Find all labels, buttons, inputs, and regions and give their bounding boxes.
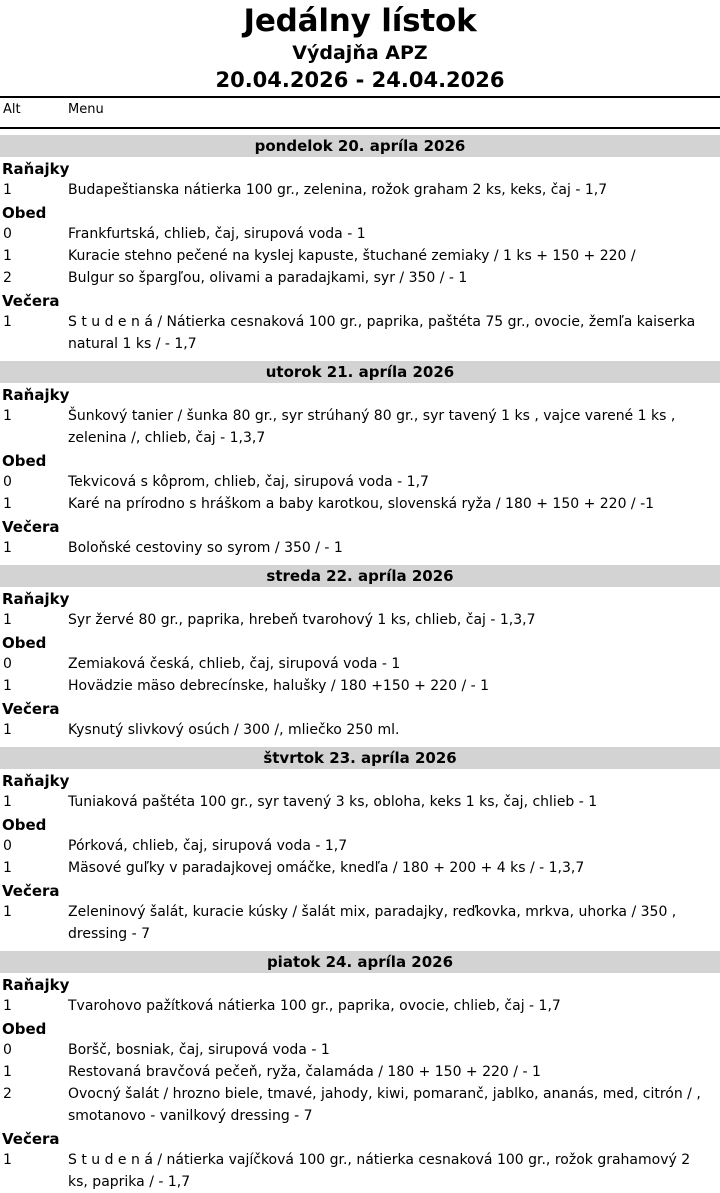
menu-item-text: Kysnutý slivkový osúch / 300 /, mliečko 250 ml. <box>68 722 400 738</box>
page-subtitle: Výdajňa APZ <box>292 42 428 64</box>
menu-item-text: Syr žervé 80 gr., paprika, hrebeň tvarohový 1 ks, chlieb, čaj - 1,3,7 <box>68 612 536 628</box>
day-heading: piatok 24. apríla 2026 <box>0 951 720 973</box>
menu-item-row <box>0 609 720 631</box>
menu-item-text: Budapeštianska nátierka 100 gr., zelenina, rožok graham 2 ks, keks, čaj - 1,7 <box>68 182 608 198</box>
meal-name: Raňajky <box>2 772 70 790</box>
menu-item-row <box>0 995 720 1017</box>
menu-item-row <box>0 179 720 201</box>
menu-item-row <box>0 405 720 449</box>
menu-item-row <box>0 311 720 355</box>
menu-item-alt: 1 <box>3 612 12 628</box>
menu-item-row <box>0 1061 720 1083</box>
menu-item-alt: 1 <box>3 794 12 810</box>
menu-item-row <box>0 653 720 675</box>
menu-item-text: Pórková, chlieb, čaj, sirupová voda - 1,7 <box>68 838 348 854</box>
menu-item-alt: 0 <box>3 474 12 490</box>
menu-item-alt: 1 <box>3 1064 12 1080</box>
meal-name: Obed <box>2 204 47 222</box>
menu-item-row <box>0 857 720 879</box>
meal-name: Večera <box>2 518 60 536</box>
menu-item-row <box>0 1149 720 1193</box>
date-range: 20.04.2026 - 24.04.2026 <box>215 68 505 92</box>
day-heading: utorok 21. apríla 2026 <box>0 361 720 383</box>
day-heading: štvrtok 23. apríla 2026 <box>0 747 720 769</box>
menu-item-text: Šunkový tanier / šunka 80 gr., syr strúhaný 80 gr., syr tavený 1 ks , vajce varené 1 ks , zelenina /, chlieb, čaj - 1,3,7 <box>68 408 676 446</box>
meal-name: Večera <box>2 1130 60 1148</box>
meal-name: Obed <box>2 452 47 470</box>
menu-item-alt: 1 <box>3 860 12 876</box>
meal-name: Raňajky <box>2 590 70 608</box>
day-heading: streda 22. apríla 2026 <box>0 565 720 587</box>
menu-item-alt: 1 <box>3 182 12 198</box>
meal-name: Raňajky <box>2 976 70 994</box>
menu-item-text: S t u d e n á / nátierka vajíčková 100 gr., nátierka cesnaková 100 gr., rožok grahamový 2 ks, paprika / - 1,7 <box>68 1152 691 1190</box>
menu-item-row <box>0 471 720 493</box>
menu-item-text: Zeleninový šalát, kuracie kúsky / šalát mix, paradajky, reďkovka, mrkva, uhorka / 350 , dressing - 7 <box>68 904 677 942</box>
menu-item-alt: 0 <box>3 838 12 854</box>
menu-item-text: Ovocný šalát / hrozno biele, tmavé, jahody, kiwi, pomaranč, jablko, ananás, med, citrón / , smotanovo - vanilkový dressing - 7 <box>68 1086 701 1124</box>
menu-days <box>0 135 720 1193</box>
menu-item-row <box>0 719 720 741</box>
menu-item-row <box>0 675 720 697</box>
day-heading: pondelok 20. apríla 2026 <box>0 135 720 157</box>
page-title: Jedálny lístok <box>243 3 477 39</box>
menu-header <box>0 0 720 94</box>
menu-item-alt: 0 <box>3 1042 12 1058</box>
menu-item-text: Tuniaková paštéta 100 gr., syr tavený 3 ks, obloha, keks 1 ks, čaj, chlieb - 1 <box>68 794 598 810</box>
menu-item-alt: 2 <box>3 270 12 286</box>
menu-item-row <box>0 835 720 857</box>
menu-item-text: Hovädzie mäso debrecínske, halušky / 180 +150 + 220 / - 1 <box>68 678 490 694</box>
menu-item-row <box>0 245 720 267</box>
menu-item-text: Boršč, bosniak, čaj, sirupová voda - 1 <box>68 1042 330 1058</box>
menu-item-row <box>0 223 720 245</box>
day-section <box>0 135 720 355</box>
menu-item-text: Tvarohovo pažítková nátierka 100 gr., paprika, ovocie, chlieb, čaj - 1,7 <box>68 998 561 1014</box>
day-section <box>0 565 720 741</box>
menu-item-row <box>0 901 720 945</box>
meal-name: Obed <box>2 816 47 834</box>
meal-name: Večera <box>2 882 60 900</box>
menu-item-text: Boloňské cestoviny so syrom / 350 / - 1 <box>68 540 343 556</box>
menu-item-text: Frankfurtská, chlieb, čaj, sirupová voda - 1 <box>68 226 366 242</box>
menu-item-text: Karé na prírodno s hráškom a baby karotkou, slovenská ryža / 180 + 150 + 220 / -1 <box>68 496 655 512</box>
menu-item-alt: 1 <box>3 904 12 920</box>
meal-name: Večera <box>2 700 60 718</box>
menu-item-alt: 1 <box>3 408 12 424</box>
menu-item-text: Restovaná bravčová pečeň, ryža, čalamáda / 180 + 150 + 220 / - 1 <box>68 1064 541 1080</box>
menu-item-text: Tekvicová s kôprom, chlieb, čaj, sirupová voda - 1,7 <box>68 474 429 490</box>
menu-item-alt: 1 <box>3 496 12 512</box>
menu-item-alt: 1 <box>3 248 12 264</box>
menu-item-text: Zemiaková česká, chlieb, čaj, sirupová voda - 1 <box>68 656 401 672</box>
meal-name: Obed <box>2 634 47 652</box>
menu-item-row <box>0 1083 720 1127</box>
menu-item-alt: 1 <box>3 540 12 556</box>
menu-item-row <box>0 537 720 559</box>
menu-item-alt: 0 <box>3 656 12 672</box>
meal-name: Raňajky <box>2 386 70 404</box>
column-header <box>0 96 720 129</box>
menu-item-row <box>0 1039 720 1061</box>
menu-item-row <box>0 493 720 515</box>
menu-item-alt: 2 <box>3 1086 12 1102</box>
menu-item-text: Kuracie stehno pečené na kyslej kapuste, štuchané zemiaky / 1 ks + 150 + 220 / <box>68 248 636 264</box>
menu-item-alt: 1 <box>3 678 12 694</box>
menu-item-alt: 0 <box>3 226 12 242</box>
day-section <box>0 951 720 1193</box>
menu-item-text: S t u d e n á / Nátierka cesnaková 100 gr., paprika, paštéta 75 gr., ovocie, žemľa kaiserka natural 1 ks / - 1,7 <box>68 314 696 352</box>
menu-item-alt: 1 <box>3 314 12 330</box>
menu-item-alt: 1 <box>3 722 12 738</box>
menu-item-alt: 1 <box>3 998 12 1014</box>
meal-name: Obed <box>2 1020 47 1038</box>
menu-item-alt: 1 <box>3 1152 12 1168</box>
menu-item-text: Bulgur so špargľou, olivami a paradajkami, syr / 350 / - 1 <box>68 270 468 286</box>
column-alt-label: Alt <box>3 102 21 117</box>
day-section <box>0 361 720 559</box>
menu-item-row <box>0 267 720 289</box>
column-menu-label: Menu <box>68 102 104 117</box>
meal-name: Večera <box>2 292 60 310</box>
meal-name: Raňajky <box>2 160 70 178</box>
day-section <box>0 747 720 945</box>
menu-item-row <box>0 791 720 813</box>
menu-item-text: Mäsové guľky v paradajkovej omáčke, knedľa / 180 + 200 + 4 ks / - 1,3,7 <box>68 860 585 876</box>
